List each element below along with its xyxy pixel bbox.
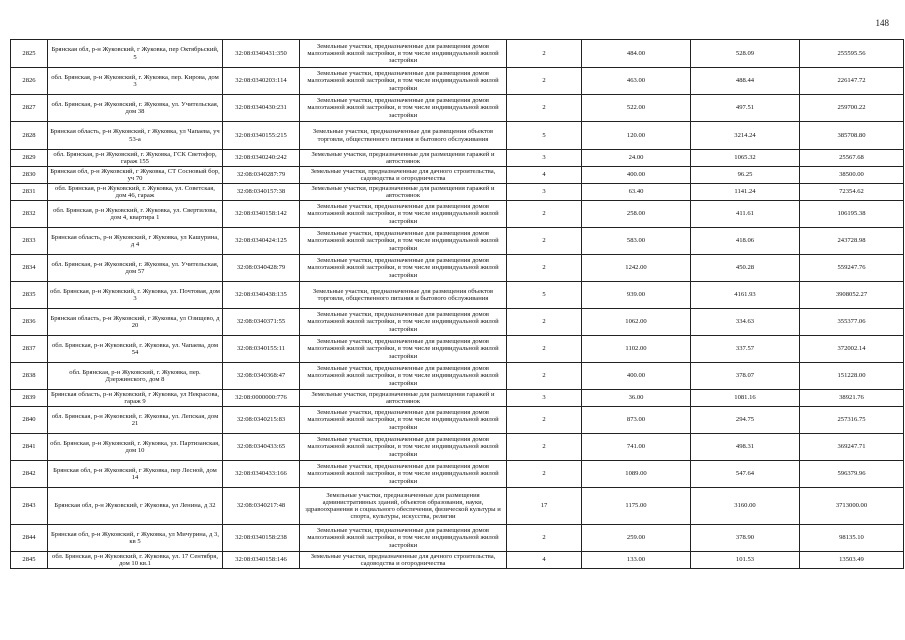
land-use-cell: Земельные участки, предназначенные для размещения объектов торговли, общественного питания и бытового обслуживания xyxy=(300,122,507,150)
cadastral-number-cell: 32:08:0340371:55 xyxy=(223,309,300,336)
land-use-cell: Земельные участки, предназначенные для размещения домов малоэтажной жилой застройки, в том числе индивидуальной жилой застройки xyxy=(300,461,507,488)
row-number-cell: 2827 xyxy=(11,95,48,122)
group-code-cell: 2 xyxy=(507,525,582,552)
row-number-cell: 2840 xyxy=(11,407,48,434)
address-cell: Брянская область, р-н Жуковский, г Жуковка, ул Кашурина, д 4 xyxy=(48,228,223,255)
table-row xyxy=(11,552,904,569)
cadastral-value-cell: 25567.68 xyxy=(800,150,904,167)
area-cell: 1089.00 xyxy=(582,461,691,488)
address-cell: обл. Брянская, р-н Жуковский, г. Жуковка, ул. Учительская, дом 38 xyxy=(48,95,223,122)
table-row xyxy=(11,184,904,201)
table-row xyxy=(11,336,904,363)
cadastral-number-cell: 32:08:0340217:48 xyxy=(223,488,300,525)
table-row xyxy=(11,95,904,122)
row-number-cell: 2835 xyxy=(11,282,48,309)
page-number: 148 xyxy=(875,18,889,28)
table-row xyxy=(11,461,904,488)
cadastral-number-cell: 32:08:0340203:114 xyxy=(223,68,300,95)
cadastral-value-cell: 3713000.00 xyxy=(800,488,904,525)
cadastral-number-cell: 32:08:0340240:242 xyxy=(223,150,300,167)
group-code-cell: 2 xyxy=(507,228,582,255)
table-row xyxy=(11,201,904,228)
land-use-cell: Земельные участки, предназначенные для размещения домов малоэтажной жилой застройки, в том числе индивидуальной жилой застройки xyxy=(300,201,507,228)
group-code-cell: 5 xyxy=(507,122,582,150)
cadastral-value-cell: 355377.06 xyxy=(800,309,904,336)
unit-value-cell: 488.44 xyxy=(691,68,800,95)
unit-value-cell: 378.07 xyxy=(691,363,800,390)
area-cell: 24.00 xyxy=(582,150,691,167)
table-row xyxy=(11,363,904,390)
unit-value-cell: 418.06 xyxy=(691,228,800,255)
address-cell: Брянская область, р-н Жуковский, г Жуковка, ул Чапаева, уч 53-а xyxy=(48,122,223,150)
group-code-cell: 3 xyxy=(507,150,582,167)
address-cell: Брянская область, р-н Жуковский, г Жуковка, ул Некрасова, гараж 9 xyxy=(48,390,223,407)
cadastral-number-cell: 32:08:0340438:135 xyxy=(223,282,300,309)
address-cell: обл. Брянская, р-н Жуковский, г. Жуковка, ул. Партизанская, дом 10 xyxy=(48,434,223,461)
cadastral-number-cell: 32:08:0340158:142 xyxy=(223,201,300,228)
row-number-cell: 2828 xyxy=(11,122,48,150)
area-cell: 259.00 xyxy=(582,525,691,552)
cadastral-value-cell: 257316.75 xyxy=(800,407,904,434)
row-number-cell: 2829 xyxy=(11,150,48,167)
land-use-cell: Земельные участки, предназначенные для дачного строительства, садоводства и огородничества xyxy=(300,552,507,569)
group-code-cell: 2 xyxy=(507,255,582,282)
cadastral-number-cell: 32:08:0340215:83 xyxy=(223,407,300,434)
address-cell: Брянская обл, р-н Жуковский, г Жуковка, пер Октябрьский, 5 xyxy=(48,40,223,68)
group-code-cell: 2 xyxy=(507,434,582,461)
area-cell: 63.40 xyxy=(582,184,691,201)
row-number-cell: 2839 xyxy=(11,390,48,407)
row-number-cell: 2845 xyxy=(11,552,48,569)
land-use-cell: Земельные участки, предназначенные для размещения домов малоэтажной жилой застройки, в том числе индивидуальной жилой застройки xyxy=(300,68,507,95)
cadastral-number-cell: 32:08:0340158:238 xyxy=(223,525,300,552)
area-cell: 873.00 xyxy=(582,407,691,434)
table-row xyxy=(11,407,904,434)
land-use-cell: Земельные участки, предназначенные для размещения домов малоэтажной жилой застройки, в том числе индивидуальной жилой застройки xyxy=(300,40,507,68)
unit-value-cell: 378.90 xyxy=(691,525,800,552)
land-use-cell: Земельные участки, предназначенные для размещения домов малоэтажной жилой застройки, в том числе индивидуальной жилой застройки xyxy=(300,407,507,434)
group-code-cell: 2 xyxy=(507,95,582,122)
unit-value-cell: 3160.00 xyxy=(691,488,800,525)
area-cell: 1062.00 xyxy=(582,309,691,336)
table-row xyxy=(11,150,904,167)
group-code-cell: 2 xyxy=(507,68,582,95)
cadastral-number-cell: 32:08:0000000:776 xyxy=(223,390,300,407)
cadastral-value-cell: 226147.72 xyxy=(800,68,904,95)
cadastral-number-cell: 32:08:0340424:125 xyxy=(223,228,300,255)
cadastral-number-cell: 32:08:0340431:350 xyxy=(223,40,300,68)
cadastral-number-cell: 32:08:0340157:38 xyxy=(223,184,300,201)
land-use-cell: Земельные участки, предназначенные для размещения домов малоэтажной жилой застройки, в том числе индивидуальной жилой застройки xyxy=(300,434,507,461)
cadastral-number-cell: 32:08:0340287:79 xyxy=(223,167,300,184)
area-cell: 133.00 xyxy=(582,552,691,569)
cadastral-value-cell: 13503.49 xyxy=(800,552,904,569)
group-code-cell: 2 xyxy=(507,461,582,488)
group-code-cell: 4 xyxy=(507,167,582,184)
row-number-cell: 2837 xyxy=(11,336,48,363)
cadastral-value-cell: 106195.38 xyxy=(800,201,904,228)
area-cell: 484.00 xyxy=(582,40,691,68)
area-cell: 939.00 xyxy=(582,282,691,309)
address-cell: обл. Брянская, р-н Жуковский, г. Жуковка, ул. Чапаева, дом 54 xyxy=(48,336,223,363)
table-row xyxy=(11,68,904,95)
group-code-cell: 2 xyxy=(507,363,582,390)
address-cell: Брянская обл, р-н Жуковский, г Жуковка, пер Лесной, дом 14 xyxy=(48,461,223,488)
land-use-cell: Земельные участки, предназначенные для размещения домов малоэтажной жилой застройки, в том числе индивидуальной жилой застройки xyxy=(300,525,507,552)
area-cell: 400.00 xyxy=(582,167,691,184)
address-cell: обл. Брянская, р-н Жуковский, г. Жуковка, пер. Кирова, дом 3 xyxy=(48,68,223,95)
area-cell: 1175.00 xyxy=(582,488,691,525)
address-cell: обл. Брянская, р-н Жуковский, г. Жуковка, ул. Свертилова, дом 4, квартира 1 xyxy=(48,201,223,228)
area-cell: 741.00 xyxy=(582,434,691,461)
table-body xyxy=(11,40,904,569)
group-code-cell: 2 xyxy=(507,407,582,434)
cadastral-value-cell: 596379.96 xyxy=(800,461,904,488)
group-code-cell: 2 xyxy=(507,309,582,336)
land-use-cell: Земельные участки, предназначенные для размещения домов малоэтажной жилой застройки, в том числе индивидуальной жилой застройки xyxy=(300,228,507,255)
row-number-cell: 2826 xyxy=(11,68,48,95)
land-use-cell: Земельные участки, предназначенные для дачного строительства, садоводства и огородничества xyxy=(300,167,507,184)
land-use-cell: Земельные участки, предназначенные для размещения объектов торговли, общественного питания и бытового обслуживания xyxy=(300,282,507,309)
group-code-cell: 2 xyxy=(507,336,582,363)
row-number-cell: 2834 xyxy=(11,255,48,282)
table-row xyxy=(11,434,904,461)
cadastral-number-cell: 32:08:0340368:47 xyxy=(223,363,300,390)
area-cell: 400.00 xyxy=(582,363,691,390)
cadastral-number-cell: 32:08:0340155:11 xyxy=(223,336,300,363)
address-cell: обл. Брянская, р-н Жуковский, г. Жуковка, ул. Почтовая, дом 3 xyxy=(48,282,223,309)
row-number-cell: 2831 xyxy=(11,184,48,201)
unit-value-cell: 3214.24 xyxy=(691,122,800,150)
area-cell: 583.00 xyxy=(582,228,691,255)
cadastral-value-cell: 385708.80 xyxy=(800,122,904,150)
table-row xyxy=(11,228,904,255)
unit-value-cell: 497.51 xyxy=(691,95,800,122)
address-cell: Брянская обл, р-н Жуковский, г Жуковка, ул Мичурина, д 3, кв 5 xyxy=(48,525,223,552)
land-use-cell: Земельные участки, предназначенные для размещения домов малоэтажной жилой застройки, в том числе индивидуальной жилой застройки xyxy=(300,363,507,390)
area-cell: 522.00 xyxy=(582,95,691,122)
address-cell: обл. Брянская, р-н Жуковский, г. Жуковка, пер. Дзержинского, дом 8 xyxy=(48,363,223,390)
address-cell: обл. Брянская, р-н Жуковский, г. Жуковка, ул. 17 Сентября, дом 10 кв.1 xyxy=(48,552,223,569)
row-number-cell: 2825 xyxy=(11,40,48,68)
cadastral-value-cell: 243728.98 xyxy=(800,228,904,255)
cadastral-value-cell: 255595.56 xyxy=(800,40,904,68)
table-row xyxy=(11,282,904,309)
unit-value-cell: 411.61 xyxy=(691,201,800,228)
address-cell: Брянская обл, р-н Жуковский, г Жуковка, ул Ленина, д 32 xyxy=(48,488,223,525)
unit-value-cell: 1065.32 xyxy=(691,150,800,167)
cadastral-value-cell: 559247.76 xyxy=(800,255,904,282)
cadastral-number-cell: 32:08:0340433:166 xyxy=(223,461,300,488)
group-code-cell: 3 xyxy=(507,184,582,201)
row-number-cell: 2832 xyxy=(11,201,48,228)
area-cell: 1242.00 xyxy=(582,255,691,282)
area-cell: 36.00 xyxy=(582,390,691,407)
cadastral-value-cell: 98135.10 xyxy=(800,525,904,552)
row-number-cell: 2830 xyxy=(11,167,48,184)
unit-value-cell: 1081.16 xyxy=(691,390,800,407)
cadastral-value-cell: 259700.22 xyxy=(800,95,904,122)
address-cell: обл. Брянская, р-н Жуковский, г. Жуковка, ГСК Светофор, гараж 155 xyxy=(48,150,223,167)
unit-value-cell: 528.09 xyxy=(691,40,800,68)
unit-value-cell: 101.53 xyxy=(691,552,800,569)
land-registry-table xyxy=(10,39,904,569)
group-code-cell: 2 xyxy=(507,40,582,68)
unit-value-cell: 547.64 xyxy=(691,461,800,488)
table-row xyxy=(11,525,904,552)
table-row xyxy=(11,167,904,184)
address-cell: обл. Брянская, р-н Жуковский, г. Жуковка, ул. Учительская, дом 57 xyxy=(48,255,223,282)
table-row xyxy=(11,255,904,282)
unit-value-cell: 4161.93 xyxy=(691,282,800,309)
land-use-cell: Земельные участки, предназначенные для размещения гаражей и автостоянок xyxy=(300,150,507,167)
cadastral-number-cell: 32:08:0340430:231 xyxy=(223,95,300,122)
cadastral-value-cell: 72354.62 xyxy=(800,184,904,201)
land-use-cell: Земельные участки, предназначенные для размещения гаражей и автостоянок xyxy=(300,390,507,407)
table-row xyxy=(11,122,904,150)
cadastral-number-cell: 32:08:0340158:146 xyxy=(223,552,300,569)
land-use-cell: Земельные участки, предназначенные для размещения гаражей и автостоянок xyxy=(300,184,507,201)
cadastral-value-cell: 369247.71 xyxy=(800,434,904,461)
area-cell: 1102.00 xyxy=(582,336,691,363)
address-cell: обл. Брянская, р-н Жуковский, г. Жуковка, ул. Советская, дом 46, гараж xyxy=(48,184,223,201)
row-number-cell: 2833 xyxy=(11,228,48,255)
cadastral-value-cell: 38921.76 xyxy=(800,390,904,407)
cadastral-value-cell: 3908052.27 xyxy=(800,282,904,309)
group-code-cell: 3 xyxy=(507,390,582,407)
table-row xyxy=(11,40,904,68)
cadastral-number-cell: 32:08:0340155:215 xyxy=(223,122,300,150)
row-number-cell: 2841 xyxy=(11,434,48,461)
unit-value-cell: 294.75 xyxy=(691,407,800,434)
cadastral-number-cell: 32:08:0340428:79 xyxy=(223,255,300,282)
unit-value-cell: 1141.24 xyxy=(691,184,800,201)
land-use-cell: Земельные участки, предназначенные для размещения домов малоэтажной жилой застройки, в том числе индивидуальной жилой застройки xyxy=(300,255,507,282)
row-number-cell: 2844 xyxy=(11,525,48,552)
row-number-cell: 2836 xyxy=(11,309,48,336)
cadastral-value-cell: 372002.14 xyxy=(800,336,904,363)
land-use-cell: Земельные участки, предназначенные для размещения домов малоэтажной жилой застройки, в том числе индивидуальной жилой застройки xyxy=(300,309,507,336)
cadastral-value-cell: 151228.00 xyxy=(800,363,904,390)
group-code-cell: 5 xyxy=(507,282,582,309)
land-use-cell: Земельные участки, предназначенные для размещения административных зданий, объектов образования, науки, здравоохранения и социального обеспечения, физической культуры и спорта, культуры, искусства, религии xyxy=(300,488,507,525)
table-row xyxy=(11,309,904,336)
row-number-cell: 2838 xyxy=(11,363,48,390)
land-use-cell: Земельные участки, предназначенные для размещения домов малоэтажной жилой застройки, в том числе индивидуальной жилой застройки xyxy=(300,95,507,122)
land-use-cell: Земельные участки, предназначенные для размещения домов малоэтажной жилой застройки, в том числе индивидуальной жилой застройки xyxy=(300,336,507,363)
row-number-cell: 2842 xyxy=(11,461,48,488)
group-code-cell: 4 xyxy=(507,552,582,569)
address-cell: обл. Брянская, р-н Жуковский, г. Жуковка, ул. Лепская, дом 21 xyxy=(48,407,223,434)
unit-value-cell: 96.25 xyxy=(691,167,800,184)
area-cell: 120.00 xyxy=(582,122,691,150)
group-code-cell: 2 xyxy=(507,201,582,228)
table-row xyxy=(11,488,904,525)
cadastral-value-cell: 38500.00 xyxy=(800,167,904,184)
unit-value-cell: 337.57 xyxy=(691,336,800,363)
address-cell: Брянская обл, р-н Жуковский, г Жуковка, СТ Сосновый бор, уч 70 xyxy=(48,167,223,184)
group-code-cell: 17 xyxy=(507,488,582,525)
unit-value-cell: 498.31 xyxy=(691,434,800,461)
area-cell: 258.00 xyxy=(582,201,691,228)
address-cell: Брянская область, р-н Жуковский, г Жуковка, ул Озищево, д 20 xyxy=(48,309,223,336)
unit-value-cell: 334.63 xyxy=(691,309,800,336)
row-number-cell: 2843 xyxy=(11,488,48,525)
area-cell: 463.00 xyxy=(582,68,691,95)
cadastral-number-cell: 32:08:0340433:65 xyxy=(223,434,300,461)
table-row xyxy=(11,390,904,407)
unit-value-cell: 450.28 xyxy=(691,255,800,282)
